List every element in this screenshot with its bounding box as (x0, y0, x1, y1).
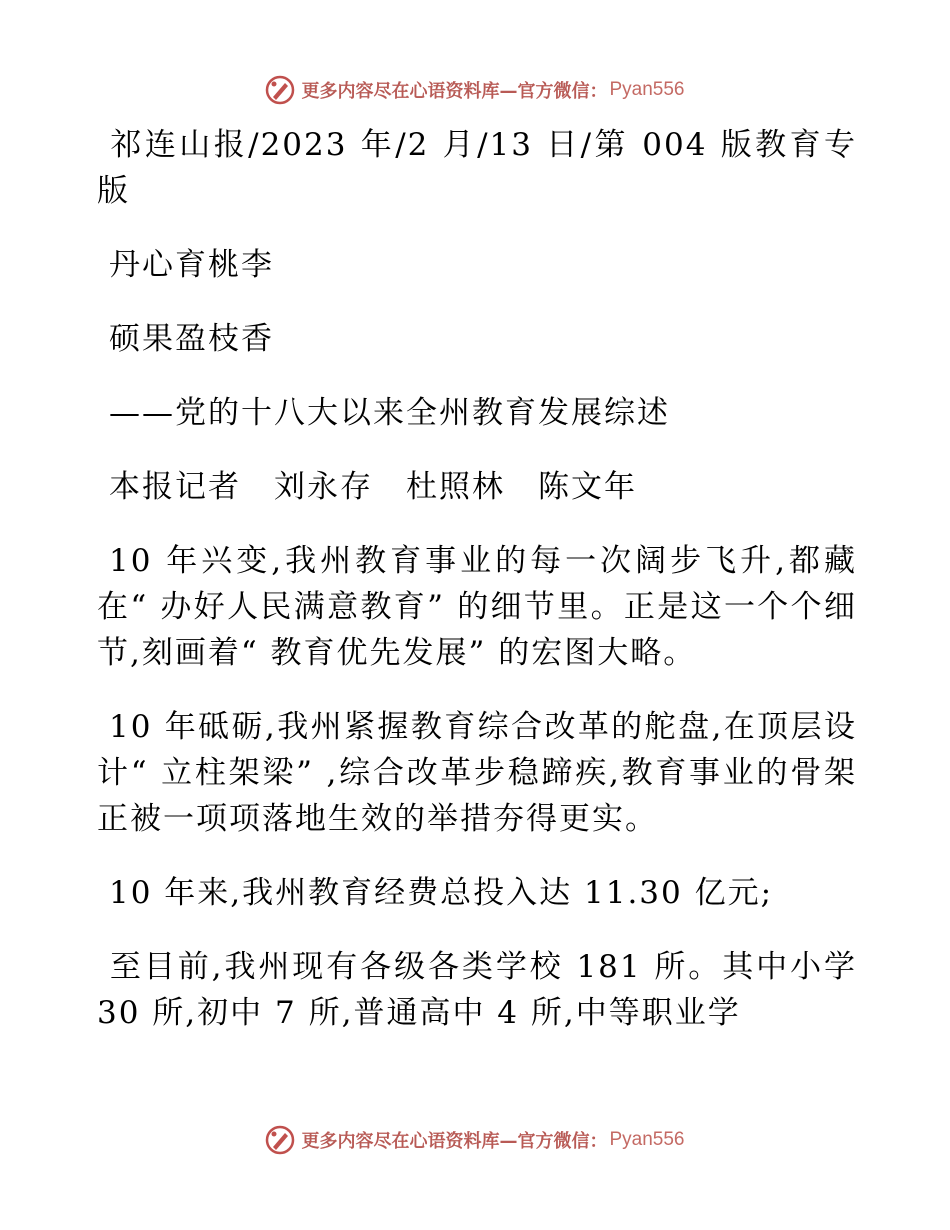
article-paragraph: 至目前,我州现有各级各类学校 181 所。其中小学 30 所,初中 7 所,普通高中 4 所,中等职业学 (97, 949, 857, 1031)
pen-logo-icon (265, 75, 295, 105)
footer-watermark-banner (0, 1120, 950, 1160)
article-subtitle: ——党的十八大以来全州教育发展综述 (109, 395, 670, 431)
header-watermark-banner (0, 70, 950, 110)
banner-text: 更多内容尽在心语资料库—官方微信： (301, 81, 608, 102)
article-byline: 本报记者 刘永存 杜照林 陈文年 (109, 469, 637, 505)
article-paragraph: 10 年兴变,我州教育事业的每一次阔步飞升,都藏在“ 办好人民满意教育” 的细节里。正是这一个个细节,刻画着“ 教育优先发展” 的宏图大略。 (97, 543, 857, 671)
article-title-line-2: 硕果盈枝香 (109, 321, 274, 357)
article-paragraph: 10 年来,我州教育经费总投入达 11.30 亿元; (109, 875, 774, 911)
pen-logo-icon (265, 1125, 295, 1155)
article-source-line: 祁连山报/2023 年/2 月/13 日/第 004 版教育专版 (97, 127, 857, 209)
article-title-line-1: 丹心育桃李 (109, 247, 274, 283)
banner-wechat-id: Pyan556 (609, 79, 685, 100)
article-body (97, 122, 857, 1064)
article-paragraph: 10 年砥砺,我州紧握教育综合改革的舵盘,在顶层设计“ 立柱架梁” ,综合改革步稳蹄疾,教育事业的骨架正被一项项落地生效的举措夯得更实。 (97, 709, 857, 837)
banner-text: 更多内容尽在心语资料库—官方微信： (301, 1131, 608, 1152)
banner-wechat-id: Pyan556 (609, 1129, 685, 1150)
